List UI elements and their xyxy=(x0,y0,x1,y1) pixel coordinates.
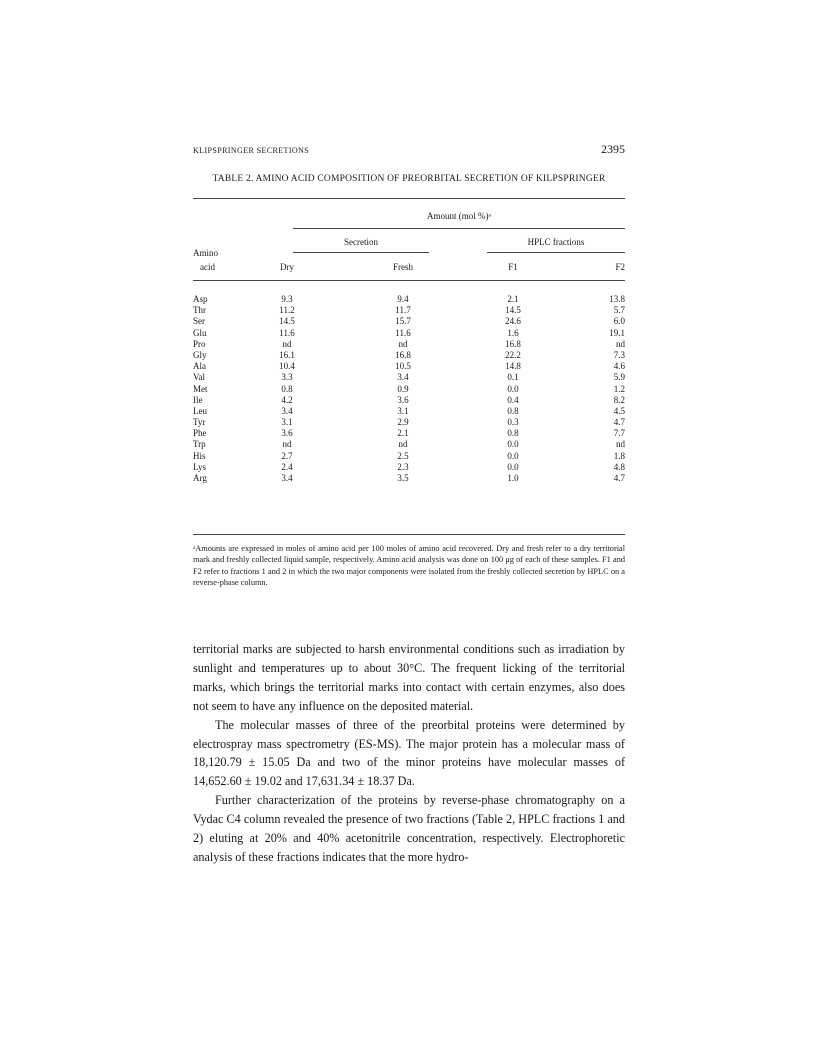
f2-cell: 5.9 xyxy=(613,372,625,383)
f2-cell: 6.0 xyxy=(613,316,625,327)
fresh-cell: 11.6 xyxy=(395,327,411,338)
dry-cell: 10.4 xyxy=(279,361,295,372)
dry-cell: 2.4 xyxy=(281,461,293,472)
fresh-cell: 11.7 xyxy=(395,305,411,316)
dry-cell: 3.4 xyxy=(281,405,293,416)
amino-acid-cell: Val xyxy=(193,372,205,383)
fresh-cell: 2.1 xyxy=(397,428,409,439)
table-body xyxy=(193,294,625,484)
table-row xyxy=(193,316,625,327)
amino-acid-cell: Trp xyxy=(193,439,206,450)
amino-acid-cell: Leu xyxy=(193,405,207,416)
table-row xyxy=(193,328,625,339)
secretion-rule xyxy=(293,252,429,253)
paragraph-2: The molecular masses of three of the preorbital proteins were determined by electrospray mass spectrometry (ES-MS). The major protein has a molecular mass of 18,120.79 ± 15.05 Da and two of the minor proteins have molecular masses of 14,652.60 ± 19.02 and 17,631.34 ± 18.37 Da. xyxy=(193,717,625,789)
page-number: 2395 xyxy=(601,142,625,156)
fresh-cell: 3.6 xyxy=(397,394,409,405)
dry-cell: 3.1 xyxy=(281,417,293,428)
f2-cell: 5.7 xyxy=(613,305,625,316)
stub-header-amino: Amino xyxy=(193,248,219,258)
table-row xyxy=(193,305,625,316)
amino-acid-cell: His xyxy=(193,450,206,461)
amino-acid-cell: Thr xyxy=(193,305,206,316)
table-caption: TABLE 2. AMINO ACID COMPOSITION OF PREORBITAL SECRETION OF KILPSPRINGER xyxy=(212,174,606,184)
amino-acid-cell: Pro xyxy=(193,338,206,349)
f2-cell: 4.8 xyxy=(613,461,625,472)
dry-cell: 0.8 xyxy=(281,383,293,394)
table-row xyxy=(193,294,625,305)
col-header-dry: Dry xyxy=(280,262,294,272)
f1-cell: 0.0 xyxy=(507,461,519,472)
body-text xyxy=(193,640,625,867)
f2-cell: nd xyxy=(616,439,625,450)
f2-cell: 19.1 xyxy=(609,327,625,338)
amount-header: Amount (mol %)ᵃ xyxy=(427,211,491,221)
f1-cell: 1.0 xyxy=(507,473,519,483)
dry-cell: 3.6 xyxy=(281,428,293,439)
paragraph-3: Further characterization of the proteins by reverse-phase chromatography on a Vydac C4 column revealed the presence of two fractions (Table 2, HPLC fractions 1 and 2) eluting at 20% and 40% acetonitrile concentration, respectively. Electrophoretic analysis of these fractions indicates that the more hydro- xyxy=(193,793,625,864)
amino-acid-cell: Phe xyxy=(193,428,207,439)
amino-acid-cell: Gly xyxy=(193,349,207,360)
secretion-header: Secretion xyxy=(344,237,378,247)
hplc-header: HPLC fractions xyxy=(527,237,585,247)
fresh-cell: nd xyxy=(398,338,408,349)
dry-cell: 3.3 xyxy=(281,372,293,383)
hplc-rule xyxy=(487,252,625,253)
f1-cell: 0.3 xyxy=(507,417,519,428)
running-head xyxy=(193,144,625,160)
dry-cell: 3.4 xyxy=(281,473,293,483)
f1-cell: 14.5 xyxy=(505,305,521,316)
table-row xyxy=(193,451,625,462)
table-header-rule xyxy=(193,280,625,281)
fresh-cell: 3.1 xyxy=(397,405,409,416)
amino-acid-cell: Arg xyxy=(193,473,207,483)
dry-cell: 11.2 xyxy=(279,305,295,316)
table-row xyxy=(193,339,625,350)
table-footnote: ᵃAmounts are expressed in moles of amino acid per 100 moles of amino acid recovered. Dry and fresh refer to a dry territorial mark and freshly collected liquid sample, respectively. Amino acid analysis was done on 100 μg of each of these samples. F1 and F2 refer to fractions 1 and 2 in which the two major components were isolated from the freshly collected secretion by HPLC on a reverse-phase column. xyxy=(193,544,625,588)
table-row xyxy=(193,473,625,484)
table-row xyxy=(193,350,625,361)
table-row xyxy=(193,361,625,372)
table-row xyxy=(193,384,625,395)
col-header-f2: F2 xyxy=(615,262,625,272)
amino-acid-cell: Ser xyxy=(193,316,205,327)
table-row xyxy=(193,428,625,439)
col-header-fresh: Fresh xyxy=(393,262,413,272)
table-top-rule xyxy=(193,198,625,199)
f1-cell: 0.1 xyxy=(507,372,519,383)
f2-cell: 8.2 xyxy=(613,394,625,405)
f2-cell: 4.7 xyxy=(613,417,625,428)
table-row xyxy=(193,439,625,450)
dry-cell: 9.3 xyxy=(281,294,293,304)
dry-cell: nd xyxy=(282,338,292,349)
amino-acid-cell: Tyr xyxy=(193,417,206,428)
paragraph-1: territorial marks are subjected to harsh environmental conditions such as irradiation by sunlight and temperatures up to about 30°C. The frequent licking of the territorial marks, which brings the territorial marks into contact with certain enzymes, also does not seem to have any influence on the deposited material. xyxy=(193,642,625,713)
table-row xyxy=(193,417,625,428)
f2-cell: 4.6 xyxy=(613,361,625,372)
f1-cell: 0.8 xyxy=(507,428,519,439)
f1-cell: 24.6 xyxy=(505,316,521,327)
f2-cell: nd xyxy=(616,338,625,349)
f1-cell: 0.0 xyxy=(507,383,519,394)
fresh-cell: 3.4 xyxy=(397,372,409,383)
dry-cell: 16.1 xyxy=(279,349,295,360)
fresh-cell: 16.8 xyxy=(395,349,411,360)
f2-cell: 1.8 xyxy=(613,450,625,461)
fresh-cell: 2.3 xyxy=(397,461,409,472)
amino-acid-cell: Lys xyxy=(193,461,207,472)
fresh-cell: 9.4 xyxy=(397,294,409,304)
fresh-cell: 2.9 xyxy=(397,417,409,428)
f1-cell: 0.0 xyxy=(507,439,519,450)
stub-header-acid: acid xyxy=(200,262,215,272)
dry-cell: 4.2 xyxy=(281,394,293,405)
table-row xyxy=(193,372,625,383)
f2-cell: 4.5 xyxy=(613,405,625,416)
f2-cell: 13.8 xyxy=(609,294,625,304)
amino-acid-cell: Asp xyxy=(193,294,208,304)
table-row xyxy=(193,395,625,406)
amino-acid-cell: Ala xyxy=(193,361,206,372)
f2-cell: 7.3 xyxy=(613,349,625,360)
amino-acid-cell: Ile xyxy=(193,394,203,405)
amino-acid-cell: Glu xyxy=(193,327,207,338)
f1-cell: 16.8 xyxy=(505,338,521,349)
f2-cell: 1.2 xyxy=(613,383,625,394)
table-bottom-rule xyxy=(193,534,625,535)
f1-cell: 0.8 xyxy=(507,405,519,416)
dry-cell: nd xyxy=(282,439,292,450)
f1-cell: 2.1 xyxy=(507,294,519,304)
f1-cell: 14.8 xyxy=(505,361,521,372)
f1-cell: 0.4 xyxy=(507,394,519,405)
f2-cell: 4.7 xyxy=(613,473,625,483)
f2-cell: 7.7 xyxy=(613,428,625,439)
fresh-cell: 15.7 xyxy=(395,316,411,327)
fresh-cell: 2.5 xyxy=(397,450,409,461)
table-row xyxy=(193,406,625,417)
fresh-cell: 10.5 xyxy=(395,361,411,372)
fresh-cell: nd xyxy=(398,439,408,450)
dry-cell: 14.5 xyxy=(279,316,295,327)
f1-cell: 0.0 xyxy=(507,450,519,461)
amino-acid-cell: Met xyxy=(193,383,208,394)
table-row xyxy=(193,462,625,473)
f1-cell: 1.6 xyxy=(507,327,519,338)
fresh-cell: 3.5 xyxy=(397,473,409,483)
fresh-cell: 0.9 xyxy=(397,383,409,394)
dry-cell: 11.6 xyxy=(279,327,295,338)
running-title: KLIPSPRINGER SECRETIONS xyxy=(193,146,310,155)
amount-header-rule xyxy=(293,228,625,229)
dry-cell: 2.7 xyxy=(281,450,293,461)
col-header-f1: F1 xyxy=(508,262,518,272)
f1-cell: 22.2 xyxy=(505,349,521,360)
